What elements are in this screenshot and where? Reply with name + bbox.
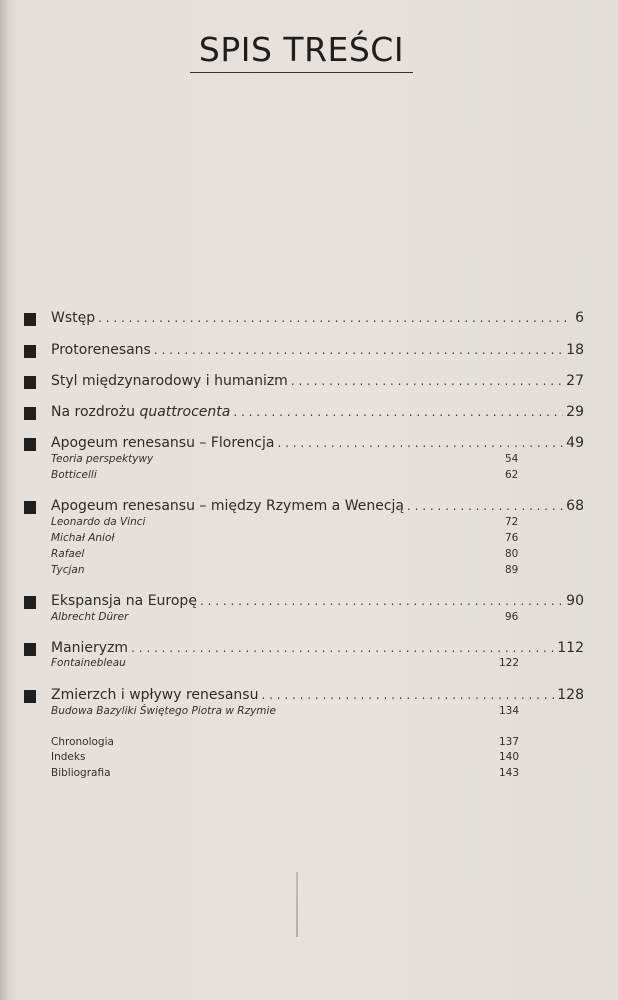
subentry-title: Albrecht Dürer: [51, 611, 129, 623]
subentry-title: Rafael: [51, 548, 85, 560]
toc-backmatter-item[interactable]: [51, 751, 521, 767]
entry-title-italic: quattrocenta: [139, 404, 231, 420]
entry-title: Styl międzynarodowy i humanizm: [51, 373, 288, 389]
square-bullet-icon: [24, 407, 36, 420]
subentry-title: Leonardo da Vinci: [51, 516, 146, 528]
entry-title-prefix: Na rozdrożu: [51, 404, 140, 420]
subentry-page: 80: [505, 548, 519, 560]
toc-entry-protorenesans[interactable]: [24, 342, 584, 364]
subentry-page: 62: [505, 469, 519, 481]
dot-leader: [200, 594, 563, 608]
dot-leader: [291, 374, 563, 388]
dot-leader: [131, 641, 554, 655]
entry-title: Apogeum renesansu – Florencja: [51, 435, 275, 451]
entry-title: Manieryzm: [51, 640, 129, 656]
title-underline: [190, 72, 413, 73]
dot-leader: [277, 436, 563, 450]
square-bullet-icon: [24, 345, 36, 358]
entry-title: Protorenesans: [51, 342, 151, 358]
entry-page: 18: [566, 342, 584, 358]
entry-page: 128: [557, 687, 584, 703]
square-bullet-icon: [24, 376, 36, 389]
toc-subentry[interactable]: [51, 657, 521, 673]
toc-subentry[interactable]: [51, 532, 521, 548]
page-title: SPIS TREŚCI: [198, 30, 405, 69]
subentry-title: Michał Anioł: [51, 532, 115, 544]
square-bullet-icon: [24, 501, 36, 514]
subentry-page: 134: [499, 705, 520, 717]
subentry-page: 96: [505, 611, 519, 623]
dot-leader: [233, 405, 563, 419]
entry-page: 49: [566, 435, 584, 451]
entry-title: Apogeum renesansu – między Rzymem a Wenecją: [51, 498, 404, 514]
backmatter-page: 140: [499, 751, 520, 763]
subentry-page: 54: [505, 453, 519, 465]
dot-leader: [98, 311, 572, 325]
backmatter-page: 143: [499, 767, 520, 779]
toc-backmatter-item[interactable]: [51, 767, 521, 783]
backmatter-title: Indeks: [51, 751, 86, 763]
backmatter-page: 137: [499, 736, 520, 748]
toc-subentry[interactable]: [51, 516, 521, 532]
square-bullet-icon: [24, 313, 36, 326]
subentry-title: Fontainebleau: [51, 657, 126, 669]
subentry-title: Tycjan: [51, 564, 85, 576]
subentry-page: 72: [505, 516, 519, 528]
entry-page: 90: [566, 593, 584, 609]
subentry-title: Botticelli: [51, 469, 97, 481]
toc-subentry[interactable]: [51, 548, 521, 564]
entry-page: 29: [566, 404, 584, 420]
toc-subentry[interactable]: [51, 611, 521, 627]
backmatter-title: Chronologia: [51, 736, 114, 748]
subentry-title: Budowa Bazyliki Świętego Piotra w Rzymie: [51, 705, 276, 717]
toc-entry-wstep[interactable]: [24, 310, 584, 332]
toc-subentry[interactable]: [51, 705, 521, 721]
toc-subentry[interactable]: [51, 564, 521, 580]
entry-title: [51, 404, 230, 420]
entry-title: Zmierzch i wpływy renesansu: [51, 687, 259, 703]
dot-leader: [407, 499, 563, 513]
subentry-title: Teoria perspektywy: [51, 453, 154, 465]
square-bullet-icon: [24, 596, 36, 609]
entry-page: 68: [566, 498, 584, 514]
square-bullet-icon: [24, 438, 36, 451]
subentry-page: 122: [499, 657, 520, 669]
square-bullet-icon: [24, 643, 36, 656]
entry-page: 27: [566, 373, 584, 389]
toc-subentry[interactable]: [51, 453, 521, 469]
subentry-page: 89: [505, 564, 519, 576]
entry-title: Ekspansja na Europę: [51, 593, 197, 609]
entry-page: 6: [575, 310, 584, 326]
square-bullet-icon: [24, 690, 36, 703]
toc-entry-na-rozdrozu[interactable]: [24, 404, 584, 426]
subentry-page: 76: [505, 532, 519, 544]
entry-page: 112: [557, 640, 584, 656]
dot-leader: [261, 688, 554, 702]
dot-leader: [154, 343, 563, 357]
toc-entry-styl-miedzynarodowy[interactable]: [24, 373, 584, 395]
entry-title: Wstęp: [51, 310, 96, 326]
toc-backmatter-item[interactable]: [51, 736, 521, 752]
backmatter-title: Bibliografia: [51, 767, 111, 779]
toc-subentry[interactable]: [51, 469, 521, 485]
paper-fiber-mark: [296, 872, 298, 937]
